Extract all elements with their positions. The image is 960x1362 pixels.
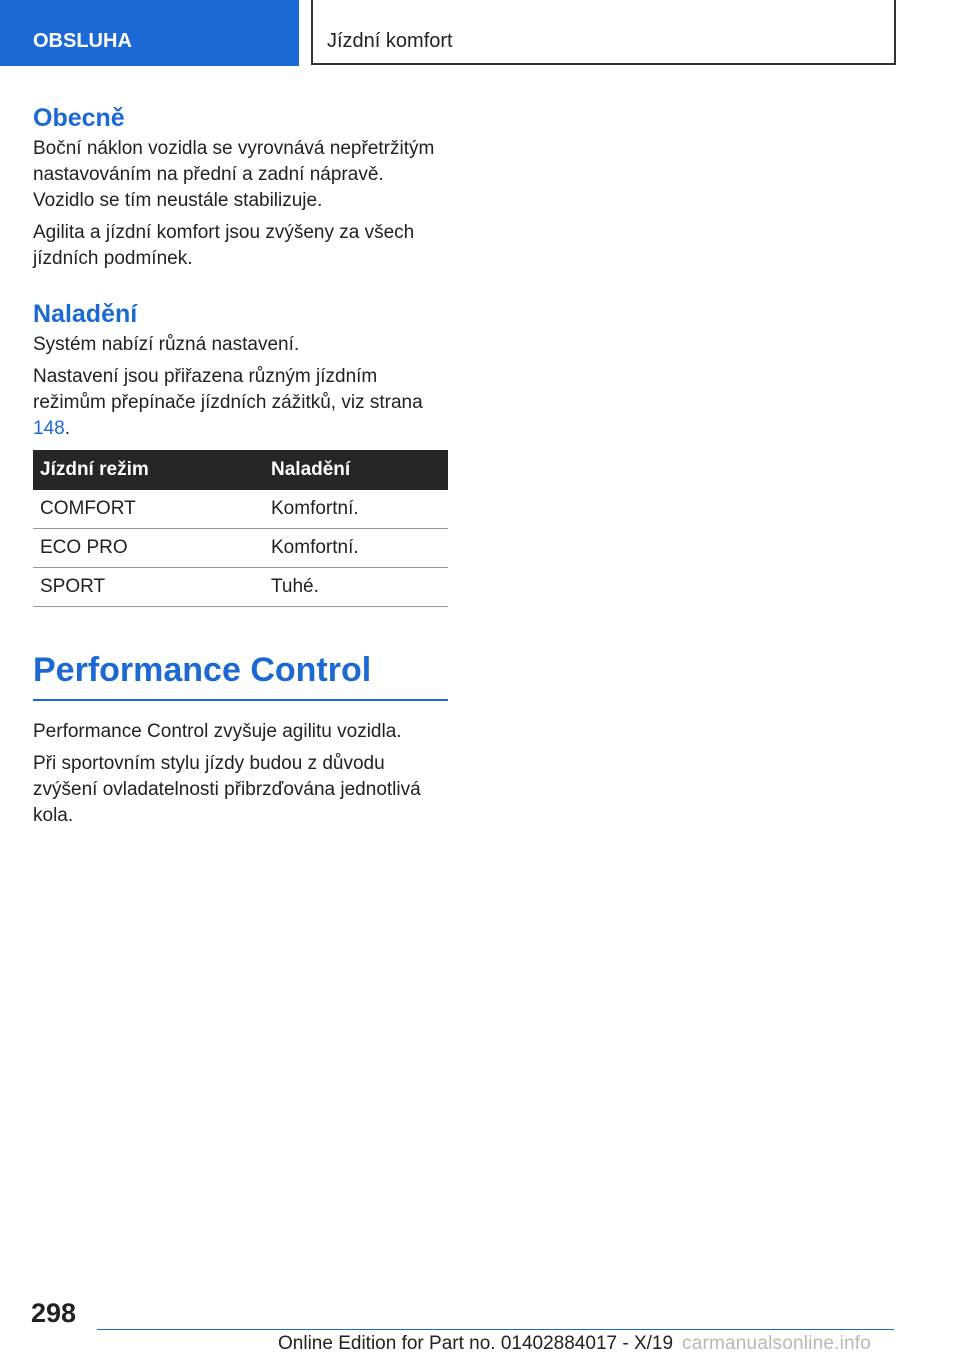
performance-paragraph-1: Performance Control zvyšuje agilitu vozidla. (33, 721, 402, 742)
general-heading: Obecně (33, 104, 125, 132)
driving-modes-table (33, 450, 448, 607)
table-row (33, 568, 448, 607)
watermark: carmanualsonline.info (682, 1333, 872, 1354)
performance-control-heading: Performance Control (33, 645, 448, 701)
table-cell-tuning: Komfortní. (264, 490, 448, 529)
page-header (0, 0, 960, 66)
table-cell-mode: COMFORT (33, 490, 264, 529)
tuning-paragraph-1: Systém nabízí různá nastavení. (33, 334, 300, 355)
general-paragraph-2: Agilita a jízdní komfort jsou zvýšeny za všech jízdních podmínek. (33, 222, 415, 269)
page-number: 298 (31, 1298, 77, 1328)
column-header-mode: Jízdní režim (33, 450, 264, 490)
tuning-paragraph-2-end: . (64, 418, 70, 439)
table-row (33, 490, 448, 529)
tuning-paragraph-2-text: Nastavení jsou přiřazena různým jízdním režimům přepínače jízdních zážitků, viz strana (33, 366, 423, 413)
column-header-tuning: Naladění (264, 450, 448, 490)
footer-divider (97, 1329, 894, 1330)
table-cell-tuning: Komfortní. (264, 529, 448, 568)
general-paragraph-1: Boční náklon vozidla se vyrovnává nepřetržitým nastavováním na přední a zadní nápravě. Vozidlo se tím neustále stabilizuje. (33, 138, 435, 211)
table-cell-mode: SPORT (33, 568, 264, 607)
main-content (33, 100, 448, 829)
section-tab: OBSLUHA (0, 0, 299, 66)
tuning-heading: Naladění (33, 300, 138, 328)
table-header-row (33, 450, 448, 490)
page-reference-link[interactable]: 148 (33, 418, 65, 439)
chapter-title: Jízdní komfort (311, 0, 896, 65)
table-row (33, 529, 448, 568)
table-cell-tuning: Tuhé. (264, 568, 448, 607)
performance-paragraph-2: Při sportovním stylu jízdy budou z důvodu zvýšení ovladatelnosti přibrzďována jednotlivá kola. (33, 753, 421, 826)
table-cell-mode: ECO PRO (33, 529, 264, 568)
footer-edition-text: Online Edition for Part no. 01402884017 - X/19 (278, 1333, 674, 1354)
tuning-paragraph-2 (33, 364, 448, 442)
